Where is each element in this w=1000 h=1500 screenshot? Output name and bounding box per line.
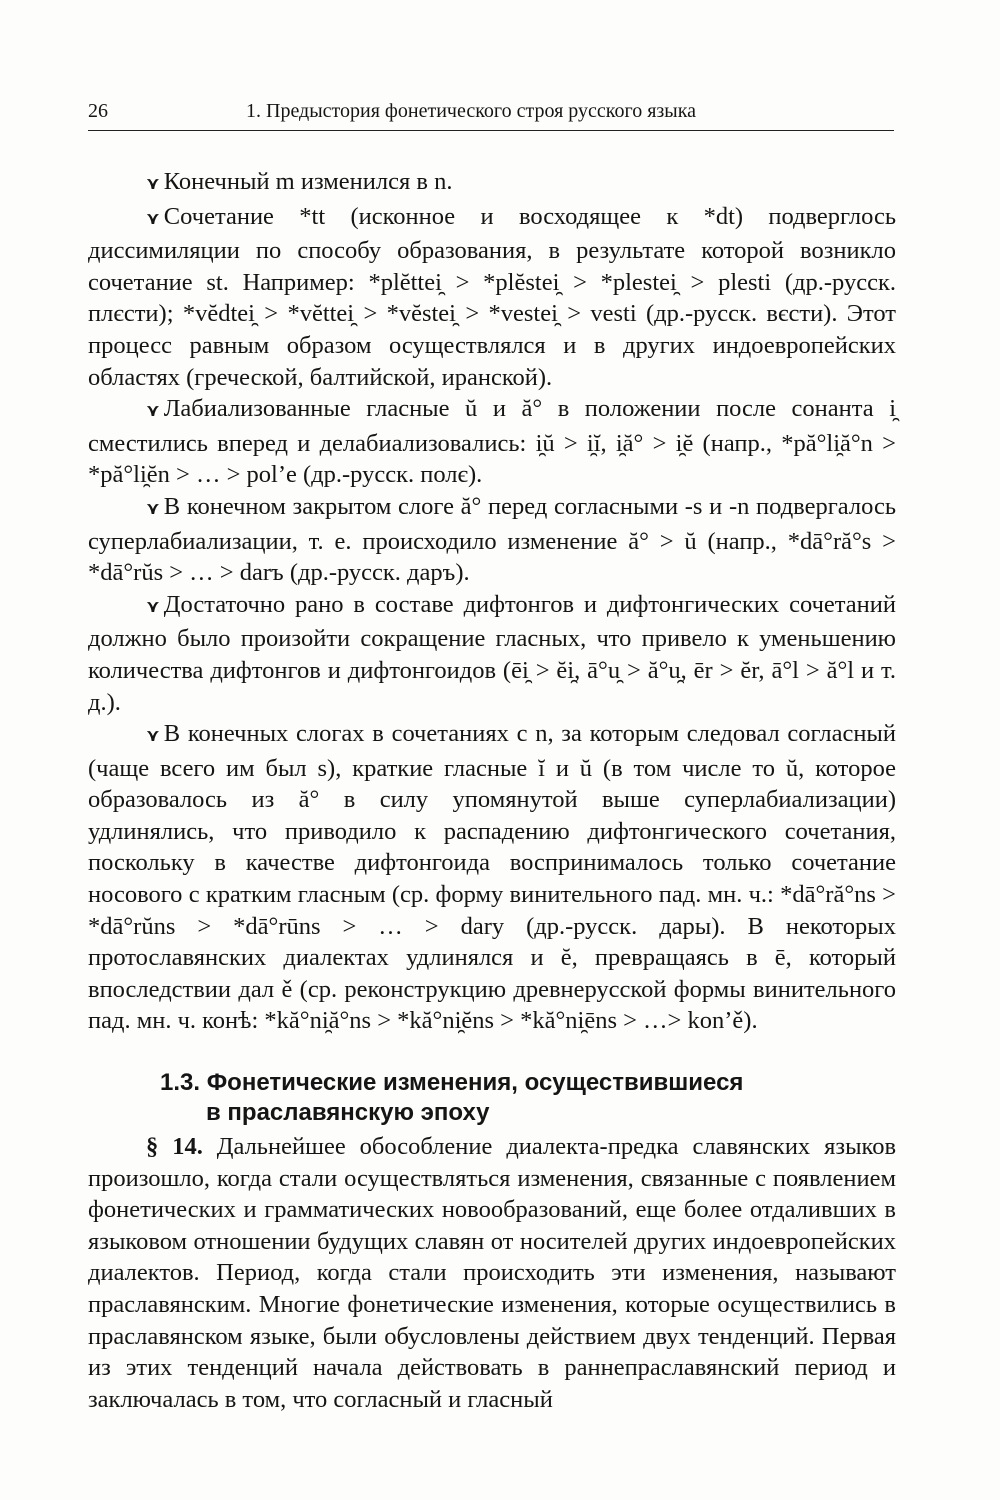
- paragraph-text: Дальнейшее обособление диалекта-предка славянских языков произошло, когда стали осуществляться изменения, связанные с появлением фонетических и грамматических новообразований, еще более отдаливших в языковом отношении будущих славян от носителей других индоевропейских диалектов. Период, когда стали происходить эти изменения, называют праславянским. Многие фонетические изменения, которые осуществились в праславянском языке, были обусловлены действием двух тенденций. Первая из этих тенденций начала действовать в раннепраславянский период и заключалась в том, что согласный и гласный: [88, 1133, 897, 1413]
- page-header: [88, 100, 894, 131]
- running-title: 1. Предыстория фонетического строя русского языка: [246, 100, 697, 122]
- bullet-check-icon: ⋎: [146, 498, 160, 519]
- bullet-check-icon: ⋎: [146, 726, 160, 747]
- paragraph-number: § 14.: [146, 1133, 203, 1160]
- paragraph-text: Лабиализованные гласные ŭ и ă° в положении после сонанта i̯ сместились вперед и делабиализовались: i̯ŭ > i̯ĭ, i̯ă° > i̯ĕ (напр., *pă°li̯ă°n > *pă°li̯ĕn > … > pol’e (др.-русск. полє).: [88, 395, 896, 489]
- bullet-check-icon: ⋎: [146, 208, 160, 229]
- bullet-check-icon: ⋎: [146, 174, 160, 194]
- paragraph-text: Достаточно рано в составе дифтонгов и дифтонгических сочетаний должно было произойти сокращение гласных, что привело к уменьшению количества дифтонгов и дифтонгоидов (ēi̯ > ĕi̯, ā°u̯ > ă°u̯, ēr > ĕr, ā°l > ă°l и т. д.).: [88, 590, 896, 716]
- paragraph: [88, 393, 896, 491]
- paragraph: [88, 166, 896, 201]
- paragraph: [88, 589, 896, 718]
- section-body: [88, 1131, 896, 1415]
- section-heading: [160, 1068, 860, 1128]
- page-number: 26: [88, 100, 108, 122]
- bullet-check-icon: ⋎: [146, 401, 160, 422]
- paragraph-text: В конечных слогах в сочетаниях с n, за которым следовал согласный (чаще всего им был s), краткие гласные ĭ и ŭ (в том числе то ŭ, которое образовалось из ă° в силу упомянутой выше суперлабиализации) удлинялись, что приводило к распадению дифтонгического сочетания, поскольку в качестве дифтонгоида воспринималось только сочетание носового с кратким гласным (ср. форму винительного пад. мн. ч.: *dā°ră°ns > *dā°rŭns > *dā°rūns > … > dary (др.-русск. дары). В некоторых протославянских диалектах удлинялся и ĕ, превращаясь в ē, который впоследствии дал ě (ср. реконструкцию древнерусской формы винительного пад. мн. ч. конѣ: *kă°ni̯ă°ns > *kă°ni̯ĕns > *kă°ni̯ēns > …> kon’ě).: [88, 720, 896, 1035]
- bullet-check-icon: ⋎: [146, 596, 160, 617]
- section-heading-line: в праславянскую эпоху: [206, 1098, 490, 1126]
- paragraph-text: В конечном закрытом слоге ă° перед согласными -s и -n подвергалось суперлабиализации, т. е. происходило изменение ă° > ŭ (напр., *dā°ră°s > *dā°rŭs > … > darъ (др.-русск. даръ).: [88, 492, 896, 587]
- paragraph-text: Сочетание *tt (исконное и восходящее к *dt) подверглось диссимиляции по способу образования, в результате которой возникло сочетание st. Например: *plĕttei̯ > *plĕstei̯ > *plestei̯ > plesti (др.-русск. плєсти); *vĕdtei̯ > *vĕttei̯ > *vĕstei̯ > *vestei̯ > vesti (др.-русск. вєсти). Этот процесс равным образом осуществлялся и в других индоевропейских областях (греческой, балтийской, иранской).: [88, 202, 896, 391]
- paragraph: [88, 1131, 896, 1415]
- paragraph: [88, 718, 896, 1037]
- paragraph: [88, 491, 896, 589]
- paragraph: [88, 201, 896, 394]
- section-heading-line: 1.3. Фонетические изменения, осуществившиеся: [160, 1068, 744, 1096]
- paragraph-text: Конечный m изменился в n.: [163, 168, 453, 195]
- body-text: [88, 166, 896, 1037]
